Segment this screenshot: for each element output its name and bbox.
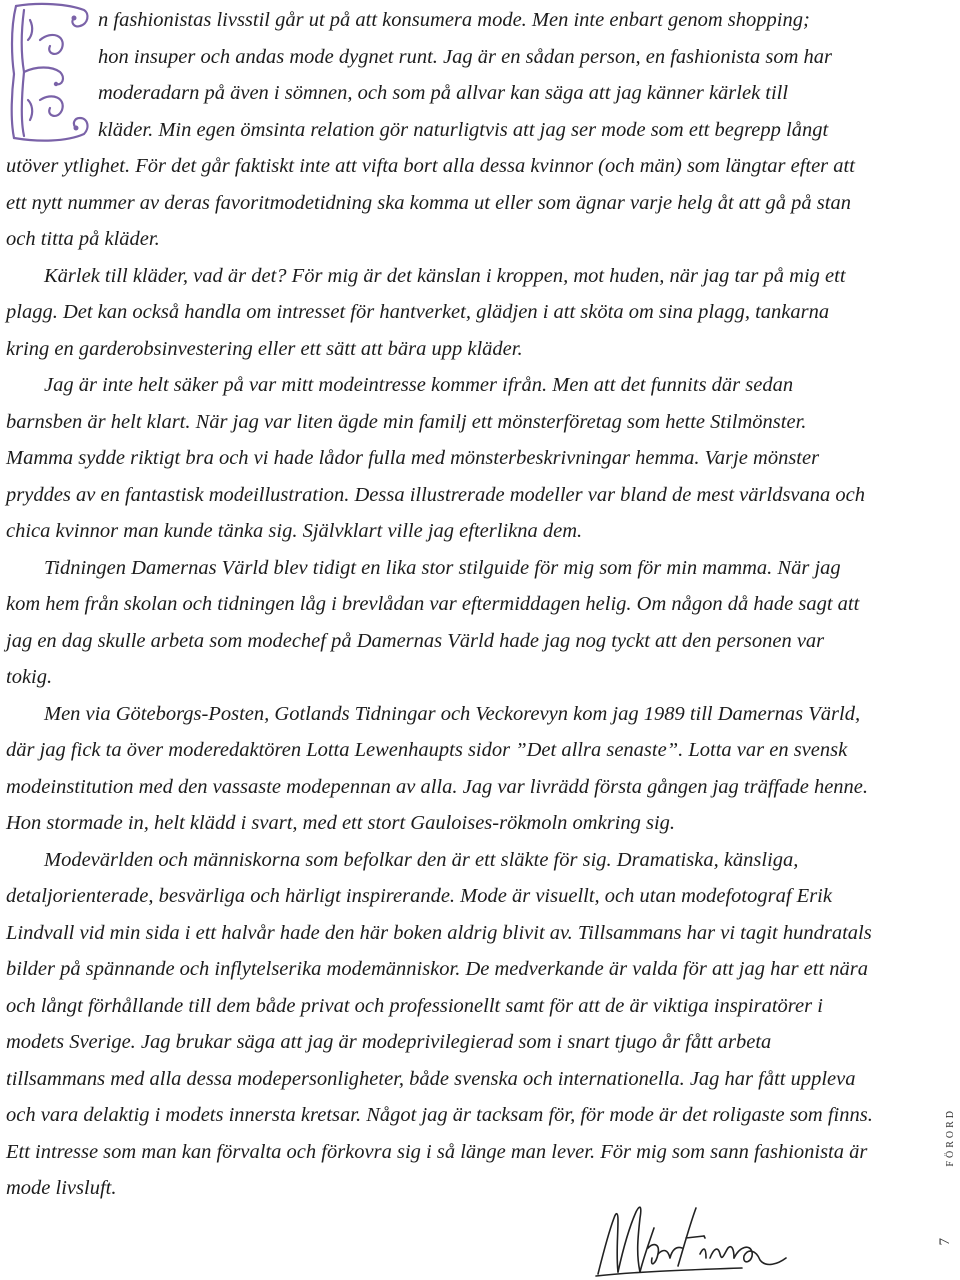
paragraph-1-line-4: kläder. Min egen ömsinta relation gör naturligtvis att jag ser mode som ett begrepp långt (98, 118, 829, 141)
paragraph-1-line-2: hon insuper och andas mode dygnet runt. Jag är en sådan person, en fashionista som har (98, 45, 832, 68)
page-number: 7 (937, 1238, 953, 1246)
paragraph-6: Modevärlden och människorna som befolkar den är ett släkte för sig. Dramatiska, känsliga, detaljorienterade, besvärliga och härligt inspirerande. Mode är visuellt, och utan modefotograf Erik Lindvall vid min sida i ett halvår hade den här boken aldrig blivit av. Tillsammans har vi tagit hundratals bilder på spännande och inflytelserika modemänniskor. De medverkande är valda för att jag har ett nära och långt förhållande till dem både privat och professionellt samt för att de är viktiga inspiratörer i modets Sverige. Jag brukar säga att jag är modeprivilegierad som i snart tjugo år fått arbeta tillsammans med alla dessa modepersonligheter, både svenska och internationella. Jag har fått uppleva och vara delaktig i modets innersta kretsar. Något jag är tacksam för, för mode är det roligaste som finns. Ett intresse som man kan förvalta och förkovra sig i så länge man lever. För mig som sann fashionista är mode livsluft. (6, 848, 873, 1199)
signature (592, 1188, 788, 1278)
paragraph-1-line-3: moderadarn på även i sömnen, och som på allvar kan säga att jag känner kärlek till (98, 82, 789, 104)
section-label: FÖRORD (945, 1108, 956, 1167)
paragraph-4: Tidningen Damernas Värld blev tidigt en lika stor stilguide för mig som för min mamma. När jag kom hem från skolan och tidningen låg i brevlådan var eftermiddagen helig. Om någon då hade sagt att jag en dag skulle arbeta som modechef på Damernas Värld hade jag nog tyckt att den personen var tokig. (6, 556, 860, 688)
handwritten-signature-icon (592, 1188, 788, 1278)
paragraph-1-rest: utöver ytlighet. För det går faktiskt inte att vifta bort alla dessa kvinnor (och män) som längtar efter att ett nytt nummer av deras favoritmodetidning ska komma ut eller som ägnar varje helg åt att gå på stan och titta på kläder. (6, 155, 855, 250)
paragraph-1-line-1: n fashionistas livsstil går ut på att konsumera mode. Men inte enbart genom shopping; (98, 9, 810, 31)
article-body (6, 2, 874, 1207)
paragraph-5: Men via Göteborgs-Posten, Gotlands Tidningar och Veckorevyn kom jag 1989 till Damernas Värld, där jag fick ta över moderedaktören Lotta Lewenhaupts sidor ”Det allra senaste”. Lotta var en svensk modeinstitution med den vassaste modepennan av alla. Jag var livrädd första gången jag träffade henne. Hon stormade in, helt klädd i svart, med ett stort Gauloises-rökmoln omkring sig. (6, 702, 869, 834)
paragraph-1 (6, 2, 874, 148)
paragraph-2: Kärlek till kläder, vad är det? För mig är det känslan i kroppen, mot huden, när jag tar på mig ett plagg. Det kan också handla om intresset för hantverket, glädjen i att sköta om sina plagg, tankarna kring en garderobsinvestering eller ett sätt att bära upp kläder. (6, 264, 846, 360)
paragraph-3: Jag är inte helt säker på var mitt modeintresse kommer ifrån. Men att det funnits där sedan barnsben är helt klart. När jag var liten ägde min familj ett mönsterföretag som hette Stilmönster. Mamma sydde riktigt bra och vi hade lådor fulla med mönsterbeskrivningar hemma. Varje mönster pryddes av en fantastisk modeillustration. Dessa illustrerade modeller var bland de mest världsvana och chica kvinnor man kunde tänka sig. Självklart ville jag efterlikna dem. (6, 374, 865, 542)
